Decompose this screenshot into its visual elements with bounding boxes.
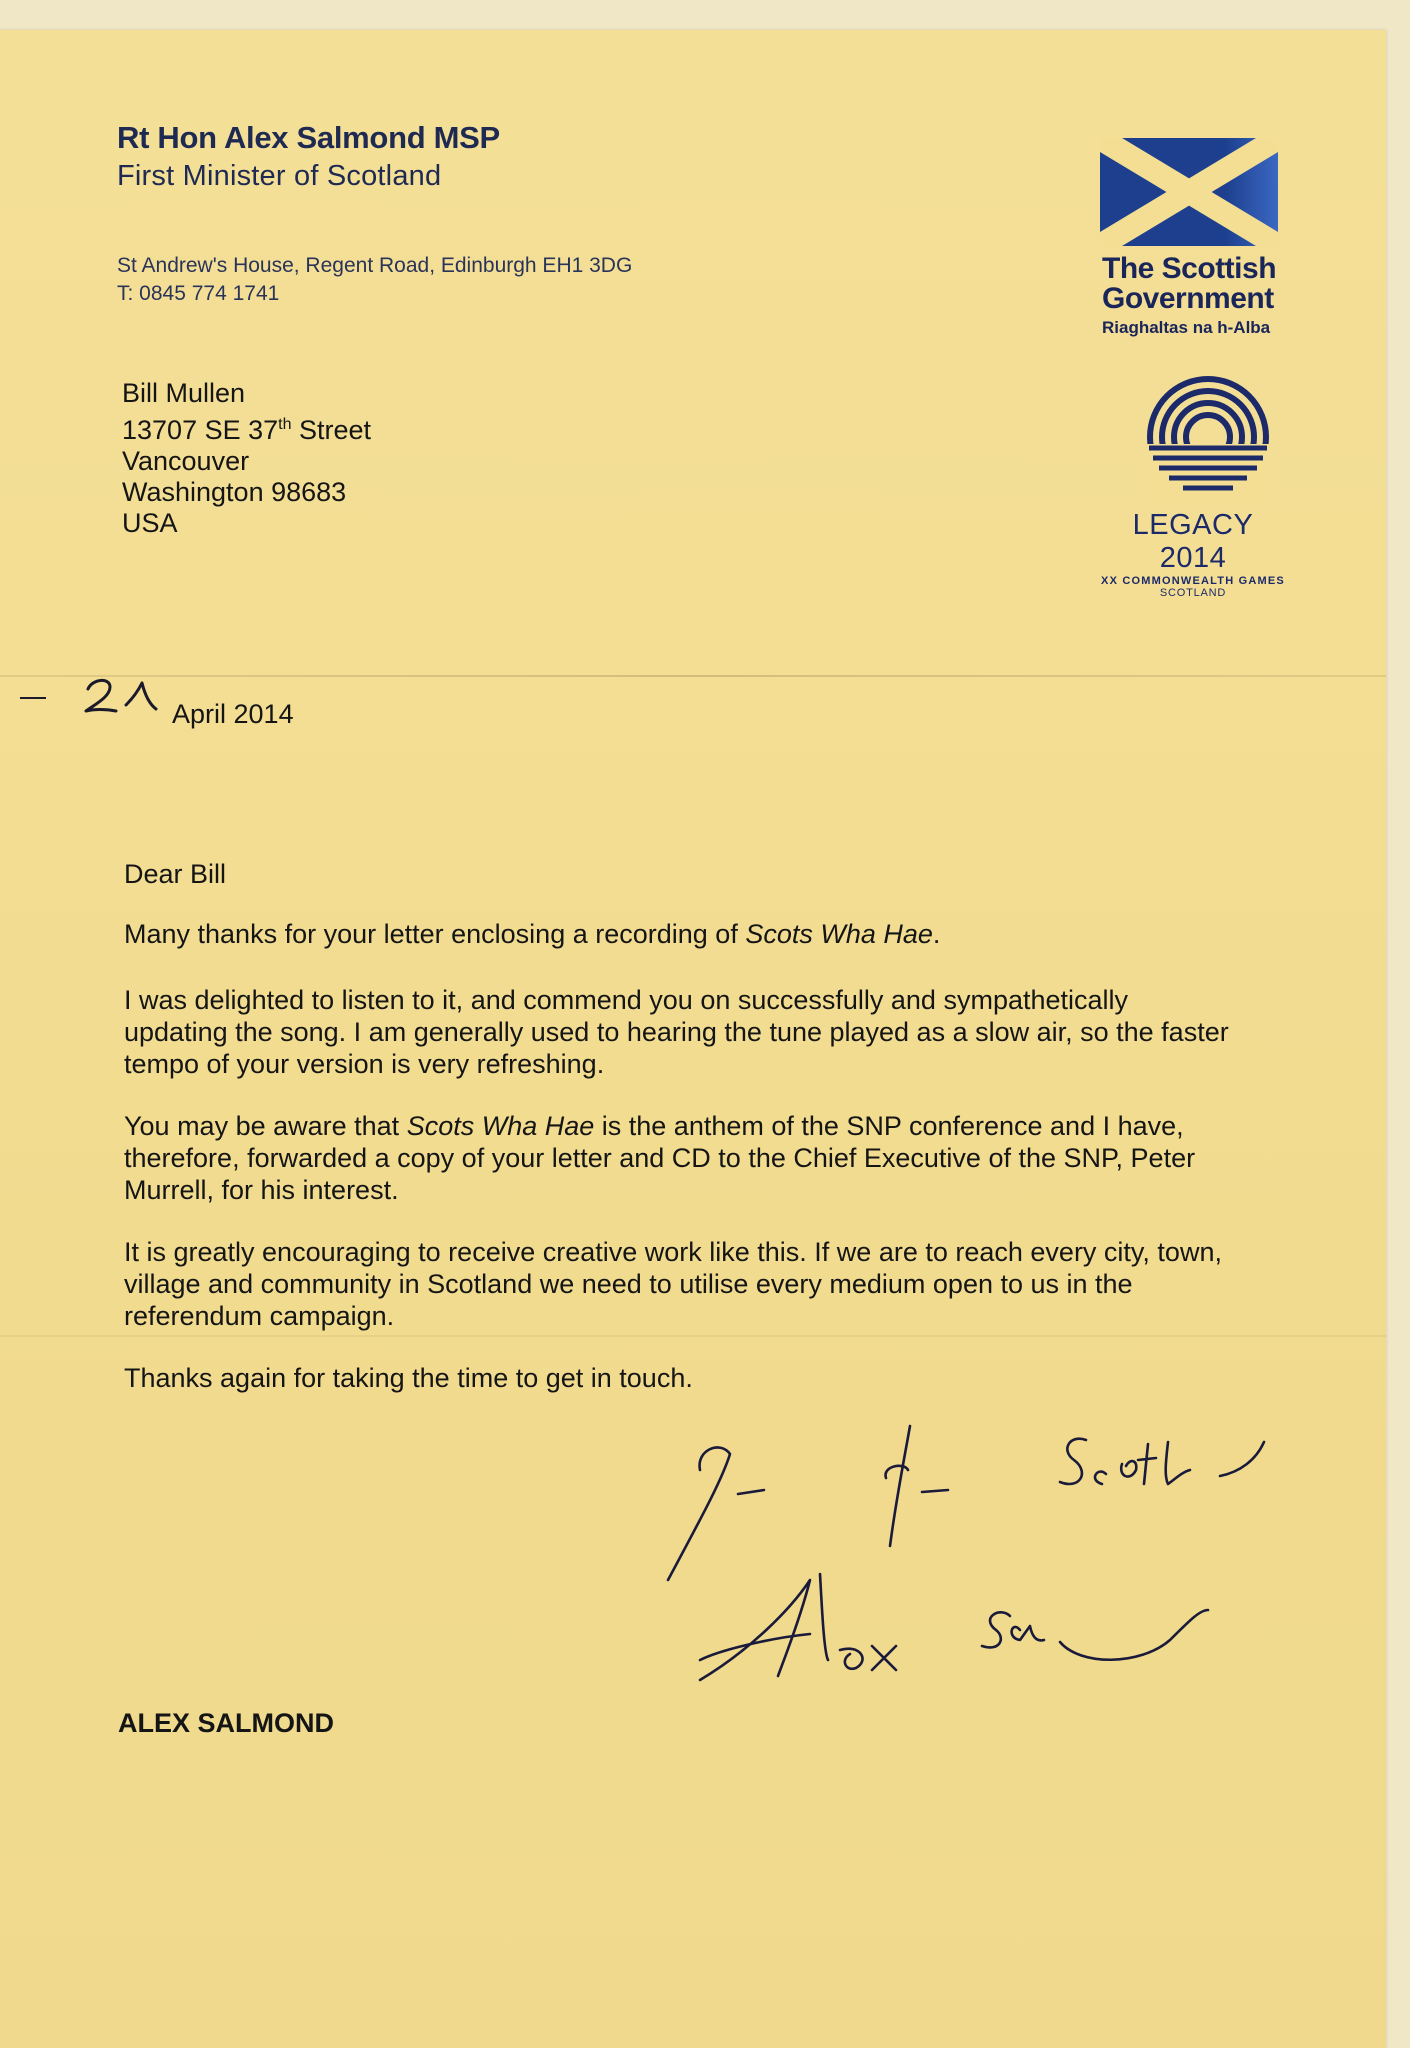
sender-title: First Minister of Scotland bbox=[117, 160, 442, 192]
paragraph-3: You may be aware that Scots Wha Hae is the anthem of the SNP conference and I have, therefore, forwarded a copy of your letter and CD to the Chief Executive of the SNP, Peter Murrell, for his interest. bbox=[124, 1111, 1196, 1205]
legacy-rings-icon bbox=[1145, 374, 1271, 500]
saltire-flag-icon bbox=[1100, 138, 1278, 246]
letter-body bbox=[124, 858, 1324, 1424]
letterhead-address bbox=[117, 252, 632, 308]
scottish-government-logo bbox=[1100, 138, 1280, 338]
legacy-region: SCOTLAND bbox=[1159, 587, 1227, 599]
government-name-line1: The Scottish bbox=[1102, 252, 1277, 285]
recipient-state-zip: Washington 98683 bbox=[122, 477, 347, 507]
paragraph-2: I was delighted to listen to it, and commend you on successfully and sympathetically updating the song. I am generally used to hearing the tune played as a slow air, so the faster tempo of your version is very refreshing. bbox=[124, 985, 1229, 1079]
date-text: April 2014 bbox=[172, 699, 294, 729]
government-name-line2: Government bbox=[1102, 282, 1274, 315]
fold-crease-upper bbox=[0, 675, 1386, 677]
paragraph-4: It is greatly encouraging to receive creative work like this. If we are to reach every city, town, village and community in Scotland we need to utilise every medium open to us in the referendum campaign. bbox=[124, 1237, 1222, 1331]
recipient-city: Vancouver bbox=[122, 446, 250, 476]
recipient-name: Bill Mullen bbox=[122, 378, 246, 408]
recipient-address bbox=[122, 378, 371, 539]
government-gaelic-name: Riaghaltas na h-Alba bbox=[1102, 318, 1271, 337]
sender-address-line: St Andrew's House, Regent Road, Edinburgh EH1 3DG bbox=[117, 254, 633, 277]
legacy-2014-logo bbox=[1100, 374, 1286, 599]
recipient-country: USA bbox=[122, 508, 178, 538]
letterhead-sender bbox=[117, 120, 500, 193]
sender-phone: T: 0845 774 1741 bbox=[117, 282, 280, 305]
legacy-subtitle: XX COMMONWEALTH GAMES bbox=[1101, 575, 1285, 587]
paragraph-5: Thanks again for taking the time to get in touch. bbox=[124, 1363, 693, 1393]
handwritten-signature bbox=[660, 1420, 1360, 1690]
printed-signatory-name: ALEX SALMOND bbox=[118, 1708, 334, 1738]
legacy-title: LEGACY 2014 bbox=[1132, 509, 1254, 574]
salutation: Dear Bill bbox=[124, 859, 227, 889]
paragraph-1: Many thanks for your letter enclosing a recording of Scots Wha Hae. bbox=[124, 919, 941, 949]
recipient-street: 13707 SE 37th Street bbox=[122, 415, 372, 445]
sender-name: Rt Hon Alex Salmond MSP bbox=[117, 120, 500, 155]
date-dash bbox=[20, 697, 46, 699]
handwritten-date-day bbox=[80, 675, 170, 719]
